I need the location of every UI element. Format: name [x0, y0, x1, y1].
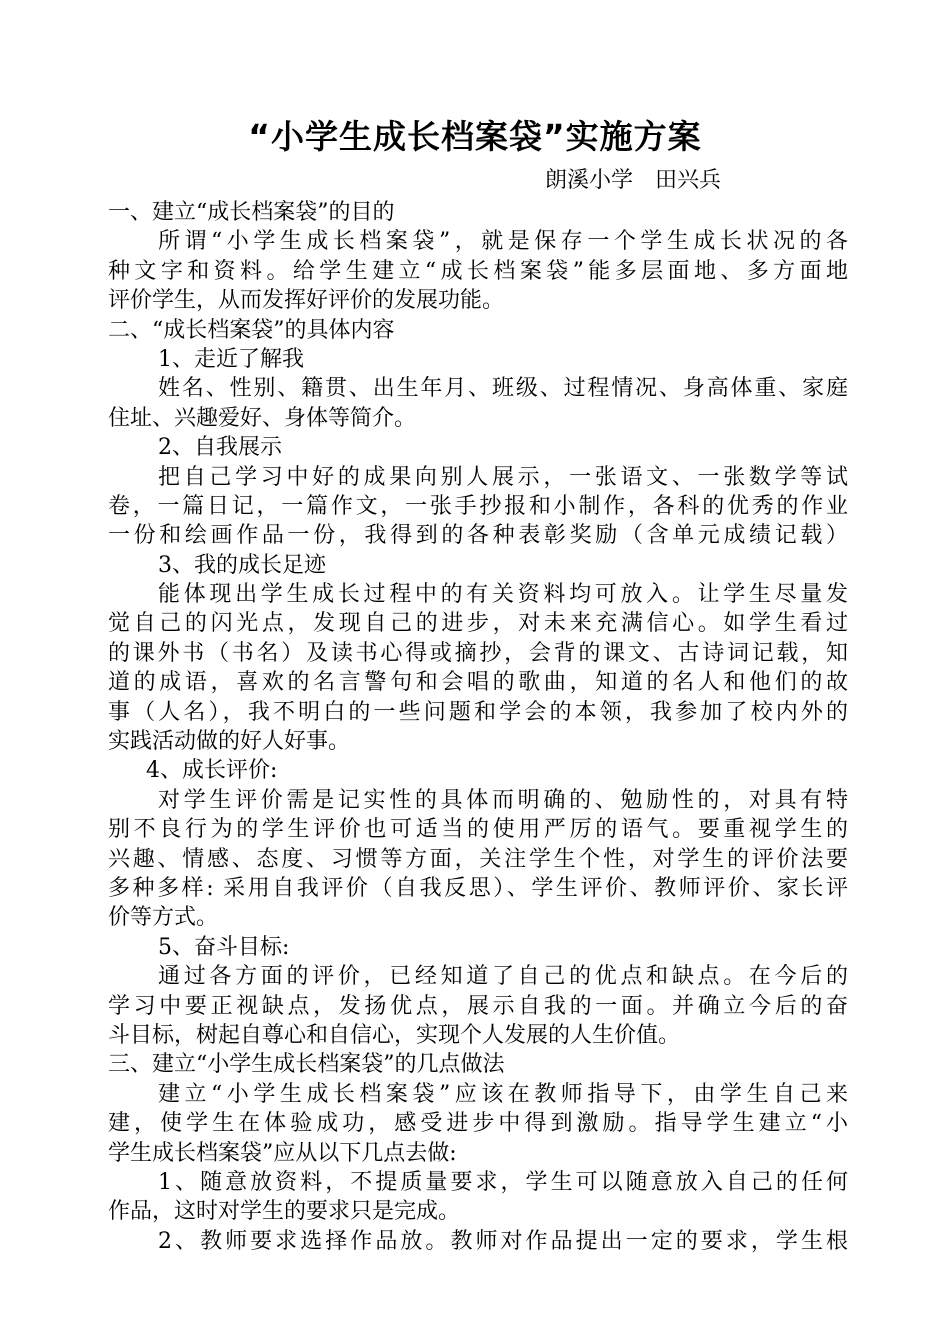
paragraph-line: 事（人名），我不明白的一些问题和学会的本领，我参加了校内外的 [108, 699, 848, 725]
document-body [108, 198, 848, 1256]
subsection-heading: 5、奋斗目标: [158, 934, 290, 960]
paragraph-line: 多种多样: 采用自我评价（自我反思）、学生评价、教师评价、家长评 [108, 875, 848, 901]
subsection-heading: 2、自我展示 [158, 435, 282, 461]
paragraph-line: 学生成长档案袋”应从以下几点去做: [108, 1140, 457, 1166]
paragraph-line: 建立“小学生成长档案袋”应该在教师指导下，由学生自己来 [158, 1081, 848, 1107]
paragraph-line: 建，使学生在体验成功，感受进步中得到激励。指导学生建立“小 [108, 1111, 848, 1137]
section-heading: 一、建立“成长档案袋”的目的 [108, 200, 395, 225]
document-title: “小学生成长档案袋”实施方案 [248, 117, 702, 156]
paragraph-line: 姓名、性别、籍贯、出生年月、班级、过程情况、身高体重、家庭 [158, 376, 848, 402]
paragraph-line: 别不良行为的学生评价也可适当的使用严厉的语气。要重视学生的 [108, 817, 848, 843]
paragraph-line: 所谓“小学生成长档案袋”，就是保存一个学生成长状况的各 [158, 229, 848, 255]
paragraph-line: 作品，这时对学生的要求只是完成。 [108, 1199, 461, 1225]
paragraph-line: 把自己学习中好的成果向别人展示，一张语文、一张数学等试 [158, 464, 848, 490]
author-line: 朗溪小学 田兴兵 [545, 168, 722, 193]
paragraph-line: 实践活动做的好人好事。 [108, 729, 351, 755]
paragraph-line: 2、教师要求选择作品放。教师对作品提出一定的要求，学生根 [158, 1228, 848, 1254]
paragraph-line: 的课外书（书名）及读书心得或摘抄，会背的课文、古诗词记载，知 [108, 640, 848, 666]
section-heading: 二、“成长档案袋”的具体内容 [108, 317, 395, 343]
paragraph-line: 一份和绘画作品一份，我得到的各种表彰奖励（含单元成绩记载） [108, 523, 848, 549]
paragraph-line: 道的成语，喜欢的名言警句和会唱的歌曲，知道的名人和他们的故 [108, 670, 848, 696]
paragraph-line: 通过各方面的评价，已经知道了自己的优点和缺点。在今后的 [158, 964, 848, 990]
paragraph-line: 能体现出学生成长过程中的有关资料均可放入。让学生尽量发 [158, 582, 848, 608]
subsection-heading: 1、走近了解我 [158, 346, 304, 372]
paragraph-line: 价等方式。 [108, 905, 219, 931]
paragraph-line: 住址、兴趣爱好、身体等简介。 [108, 405, 417, 431]
paragraph-line: 对学生评价需是记实性的具体而明确的、勉励性的，对具有特 [158, 787, 848, 813]
paragraph-line: 斗目标，树起自尊心和自信心，实现个人发展的人生价值。 [108, 1022, 681, 1048]
section-heading: 三、建立“小学生成长档案袋”的几点做法 [108, 1052, 505, 1078]
subsection-heading: 3、我的成长足迹 [158, 552, 326, 578]
paragraph-line: 评价学生，从而发挥好评价的发展功能。 [108, 288, 505, 314]
paragraph-line: 种文字和资料。给学生建立“成长档案袋”能多层面地、多方面地 [108, 258, 848, 284]
subsection-heading: 4、成长评价: [146, 758, 278, 784]
paragraph-line: 兴趣、情感、态度、习惯等方面，关注学生个性，对学生的评价法要 [108, 846, 848, 872]
paragraph-line: 卷，一篇日记，一篇作文，一张手抄报和小制作，各科的优秀的作业 [108, 493, 848, 519]
paragraph-line: 觉自己的闪光点，发现自己的进步，对未来充满信心。如学生看过 [108, 611, 848, 637]
paragraph-line: 1、随意放资料，不提质量要求，学生可以随意放入自己的任何 [158, 1169, 848, 1195]
paragraph-line: 学习中要正视缺点，发扬优点，展示自我的一面。并确立今后的奋 [108, 993, 848, 1019]
